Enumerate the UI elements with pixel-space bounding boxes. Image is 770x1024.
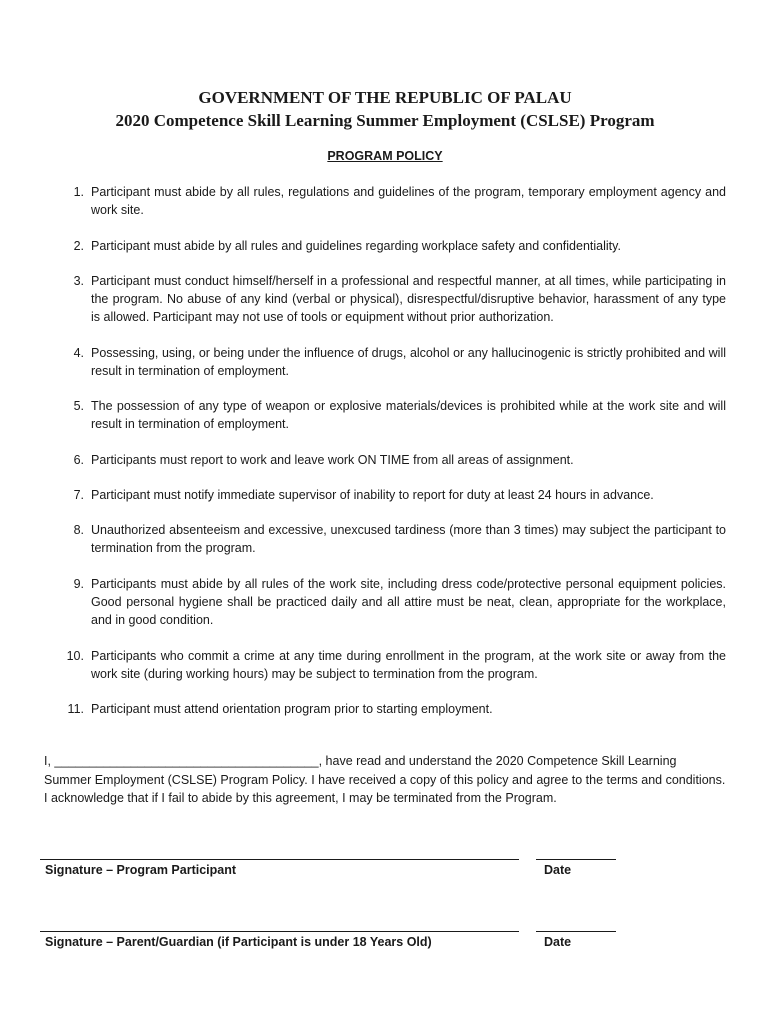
policy-item-number: 10.: [66, 649, 84, 663]
participant-date-line[interactable]: [536, 859, 616, 860]
policy-item-text: Participants who commit a crime at any time during enrollment in the program, at the work site or away from the work site (during working hours) may be subject to termination from the program.: [91, 649, 726, 681]
guardian-signature-label: Signature – Parent/Guardian (if Participant is under 18 Years Old): [45, 935, 432, 949]
policy-item-text: Participant must abide by all rules and guidelines regarding workplace safety and confidentiality.: [91, 239, 621, 253]
participant-date-label: Date: [544, 863, 572, 877]
government-title: GOVERNMENT OF THE REPUBLIC OF PALAU: [198, 88, 572, 107]
policy-item-number: 8.: [73, 523, 84, 537]
policy-item-text: Participants must abide by all rules of the work site, including dress code/protective personal equipment policies. Good personal hygiene shall be practiced daily and all attire must be neat, clean, appropriate for the workplace, and in good condition.: [91, 577, 726, 627]
policy-item-number: 7.: [73, 488, 84, 502]
participant-signature-label: Signature – Program Participant: [45, 863, 237, 877]
policy-item-number: 1.: [73, 185, 84, 199]
policy-item-text: Unauthorized absenteeism and excessive, unexcused tardiness (more than 3 times) may subject the participant to termination from the program.: [91, 523, 726, 555]
policy-item-number: 11.: [67, 702, 84, 716]
acknowledgement-statement: I, ______________________________________, have read and understand the 2020 Competence Skill Learning Summer Employment (CSLSE) Program Policy. I have received a copy of this policy and agree to the terms and conditions. I acknowledge that if I fail to abide by this agreement, I may be terminated from the Program.: [44, 754, 726, 805]
policy-item-text: The possession of any type of weapon or explosive materials/devices is prohibited while at the work site and will result in termination of employment.: [91, 399, 726, 431]
guardian-date-label: Date: [544, 935, 572, 949]
program-title: 2020 Competence Skill Learning Summer Employment (CSLSE) Program: [115, 111, 655, 130]
guardian-signature-line[interactable]: [40, 931, 519, 932]
policy-item-text: Participant must conduct himself/herself in a professional and respectful manner, at all times, while participating in the program. No abuse of any kind (verbal or physical), disrespectful/disruptive behavior, harassment of any type is allowed. Participant may not use of tools or equipment without prior authorization.: [91, 274, 726, 324]
policy-item-text: Possessing, using, or being under the influence of drugs, alcohol or any hallucinogenic is strictly prohibited and will result in termination of employment.: [91, 346, 726, 378]
policy-item-number: 6.: [73, 453, 84, 467]
policy-item-number: 4.: [73, 346, 84, 360]
policy-item-number: 2.: [73, 239, 84, 253]
policy-item-number: 5.: [73, 399, 84, 413]
policy-item-text: Participants must report to work and leave work ON TIME from all areas of assignment.: [91, 453, 574, 467]
policy-heading: PROGRAM POLICY: [327, 149, 443, 163]
guardian-date-line[interactable]: [536, 931, 616, 932]
policy-item-number: 9.: [73, 577, 84, 591]
policy-item-number: 3.: [73, 274, 84, 288]
policy-item-text: Participant must notify immediate supervisor of inability to report for duty at least 24 hours in advance.: [91, 488, 654, 502]
participant-signature-line[interactable]: [40, 859, 519, 860]
policy-item-text: Participant must attend orientation program prior to starting employment.: [91, 702, 493, 716]
policy-item-text: Participant must abide by all rules, regulations and guidelines of the program, temporary employment agency and work site.: [91, 185, 726, 217]
